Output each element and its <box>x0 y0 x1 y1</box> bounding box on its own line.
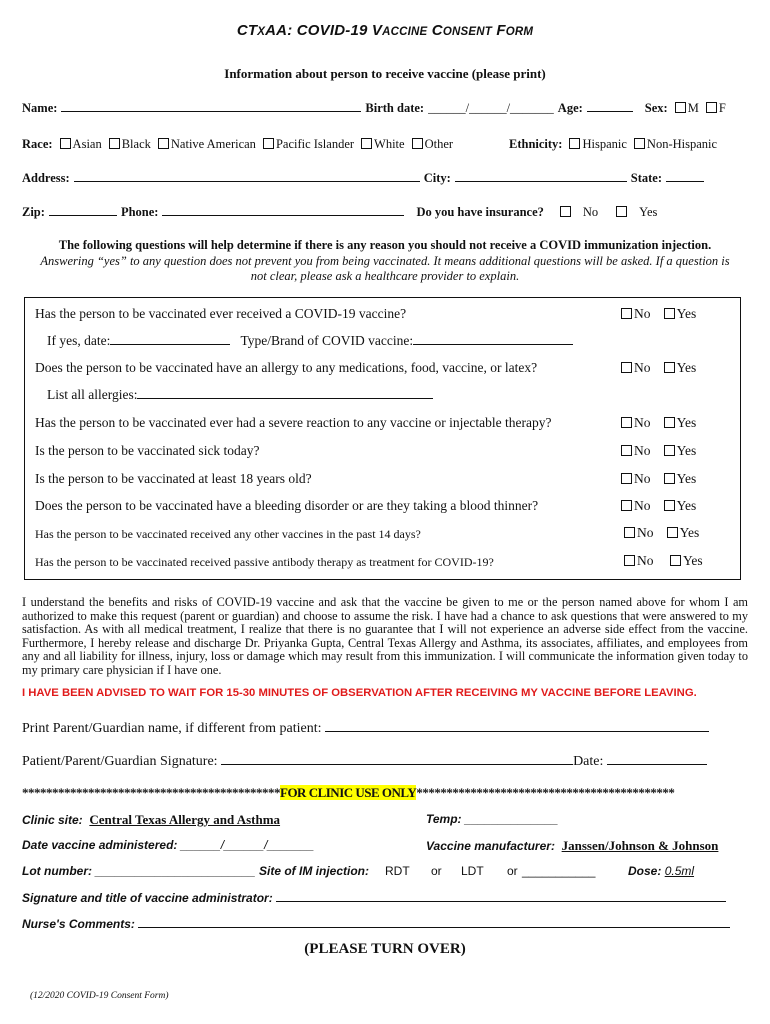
other-vaccines-yes-checkbox[interactable] <box>667 527 678 538</box>
sex-m-label: M <box>687 101 699 115</box>
injection-site-label: Site of IM injection: <box>259 864 369 878</box>
insurance-label: Do you have insurance? <box>416 205 544 219</box>
injection-site-rdt[interactable]: RDT <box>385 864 410 878</box>
lot-row <box>22 864 256 878</box>
please-turn-over: (PLEASE TURN OVER) <box>304 941 466 957</box>
answer-allergy: No Yes <box>618 360 696 376</box>
question-bleeding: Does the person to be vaccinated have a bleeding disorder or are they taking a blood thinner? <box>35 498 539 513</box>
vaccine-brand-label: Type/Brand of COVID vaccine: <box>240 333 414 348</box>
address-label: Address: <box>22 171 70 185</box>
prior-vaccine-detail <box>47 333 573 349</box>
answer-prior-vaccine: No Yes <box>618 306 696 322</box>
administrator-signature-field[interactable] <box>276 890 726 902</box>
vaccine-brand-field[interactable] <box>413 333 573 345</box>
birth-date-label: Birth date: <box>365 101 425 115</box>
guardian-name-row <box>22 720 709 737</box>
clinic-use-header <box>22 785 674 801</box>
clinic-site-row <box>22 812 280 828</box>
signature-date-label: Date: <box>573 754 604 769</box>
race-other-label: Other <box>424 137 454 151</box>
name-label: Name: <box>22 101 58 115</box>
antibody-no-checkbox[interactable] <box>624 555 635 566</box>
question-severe-reaction: Has the person to be vaccinated ever had a severe reaction to any vaccine or injectable therapy? <box>35 415 552 430</box>
signature-label: Patient/Parent/Guardian Signature: <box>22 754 218 769</box>
zip-field[interactable] <box>49 204 117 216</box>
stars-left: ******************************************* <box>22 785 280 800</box>
age-18-yes-checkbox[interactable] <box>664 473 675 484</box>
answer-bleeding: No Yes <box>618 498 696 514</box>
antibody-yes-checkbox[interactable] <box>670 555 681 566</box>
dose-label: Dose: <box>628 864 662 878</box>
administrator-signature-row <box>22 890 726 905</box>
date-administered-row <box>22 838 314 852</box>
sex-f-checkbox[interactable] <box>706 102 717 113</box>
temp-row <box>426 812 558 826</box>
questions-notice-bold: The following questions will help determine if there is any reason you should not receive a COVID immunization injection. <box>58 238 712 252</box>
answer-age-18: No Yes <box>618 471 696 487</box>
answer-antibody-therapy: No Yes <box>621 553 703 569</box>
injection-site-ldt[interactable]: LDT <box>461 864 484 878</box>
injection-site-or-1: or <box>431 864 442 878</box>
allergy-no-checkbox[interactable] <box>621 362 632 373</box>
injection-site-row <box>259 864 369 878</box>
race-black-label: Black <box>121 137 151 151</box>
race-label: Race: <box>22 137 53 151</box>
clinic-site-value: Central Texas Allergy and Asthma <box>89 812 281 827</box>
prior-vaccine-yes-checkbox[interactable] <box>664 308 675 319</box>
other-vaccines-no-checkbox[interactable] <box>624 527 635 538</box>
severe-reaction-no-checkbox[interactable] <box>621 417 632 428</box>
insurance-no-label: No <box>582 205 599 219</box>
manufacturer-value: Janssen/Johnson & Johnson <box>561 838 719 853</box>
insurance-yes-label: Yes <box>639 205 658 219</box>
age-label: Age: <box>557 101 583 115</box>
race-asian-checkbox[interactable] <box>60 138 71 149</box>
dose-row <box>628 864 694 878</box>
sex-label: Sex: <box>644 101 668 115</box>
temp-label: Temp: <box>426 812 462 826</box>
signature-field[interactable] <box>221 753 573 765</box>
race-white-checkbox[interactable] <box>361 138 372 149</box>
guardian-name-field[interactable] <box>325 720 709 732</box>
manufacturer-row <box>426 838 718 854</box>
signature-date-field[interactable] <box>607 753 707 765</box>
question-other-vaccines: Has the person to be vaccinated received any other vaccines in the past 14 days? <box>35 527 421 541</box>
nurse-comments-field[interactable] <box>138 916 730 928</box>
clinic-site-label: Clinic site: <box>22 813 83 827</box>
sex-m-checkbox[interactable] <box>675 102 686 113</box>
ethnicity-non-hispanic-checkbox[interactable] <box>634 138 645 149</box>
dose-value: 0.5ml <box>664 864 695 878</box>
ethnicity-row <box>509 135 717 153</box>
state-field[interactable] <box>666 170 704 182</box>
city-label: City: <box>423 171 451 185</box>
race-native-american-checkbox[interactable] <box>158 138 169 149</box>
age-field[interactable] <box>587 100 633 112</box>
manufacturer-label: Vaccine manufacturer: <box>426 839 555 853</box>
sick-today-no-checkbox[interactable] <box>621 445 632 456</box>
allergy-list-field[interactable] <box>137 387 433 399</box>
answer-other-vaccines: No Yes <box>621 525 699 541</box>
temp-field[interactable]: ______________ <box>464 812 559 826</box>
sex-f-label: F <box>718 101 726 115</box>
race-white-label: White <box>374 137 405 151</box>
bleeding-yes-checkbox[interactable] <box>664 500 675 511</box>
name-field[interactable] <box>61 100 361 112</box>
insurance-yes-checkbox[interactable] <box>616 206 627 217</box>
ethnicity-hispanic-label: Hispanic <box>582 137 627 151</box>
race-pacific-islander-label: Pacific Islander <box>275 137 355 151</box>
address-field[interactable] <box>74 170 420 182</box>
phone-field[interactable] <box>162 204 404 216</box>
prior-vaccine-date-field[interactable] <box>110 333 230 345</box>
answer-severe-reaction: No Yes <box>618 415 696 431</box>
clinic-use-title: FOR CLINIC USE ONLY <box>280 785 417 800</box>
bleeding-no-checkbox[interactable] <box>621 500 632 511</box>
ethnicity-label: Ethnicity: <box>509 137 563 151</box>
injection-site-other-field[interactable]: ___________ <box>522 864 596 878</box>
signature-row <box>22 753 707 770</box>
form-title: CTXAA: COVID-19 VACCINE CONSENT FORM <box>236 22 534 39</box>
nurse-comments-row <box>22 916 730 931</box>
observation-warning: I HAVE BEEN ADVISED TO WAIT FOR 15-30 MINUTES OF OBSERVATION AFTER RECEIVING MY VACCINE BEFORE LEAVING. <box>22 687 697 699</box>
allergy-yes-checkbox[interactable] <box>664 362 675 373</box>
ethnicity-hispanic-checkbox[interactable] <box>569 138 580 149</box>
injection-site-or-2: or <box>507 864 518 878</box>
severe-reaction-yes-checkbox[interactable] <box>664 417 675 428</box>
race-asian-label: Asian <box>72 137 102 151</box>
race-other-checkbox[interactable] <box>412 138 423 149</box>
state-label: State: <box>630 171 663 185</box>
birth-date-field[interactable]: ______/______/_______ <box>428 101 554 115</box>
answer-sick-today: No Yes <box>618 443 696 459</box>
question-sick-today: Is the person to be vaccinated sick today? <box>35 443 260 458</box>
stars-right: ******************************************* <box>416 785 675 800</box>
name-row <box>22 99 726 117</box>
race-pacific-islander-checkbox[interactable] <box>263 138 274 149</box>
race-black-checkbox[interactable] <box>109 138 120 149</box>
question-age-18: Is the person to be vaccinated at least 18 years old? <box>35 471 312 486</box>
address-row <box>22 169 704 187</box>
city-field[interactable] <box>455 170 627 182</box>
form-subtitle: Information about person to receive vaccine (please print) <box>224 66 546 81</box>
nurse-comments-label: Nurse's Comments: <box>22 917 135 931</box>
administrator-signature-label: Signature and title of vaccine administrator: <box>22 891 273 905</box>
allergy-list-row <box>47 387 433 403</box>
sick-today-yes-checkbox[interactable] <box>664 445 675 456</box>
lot-field[interactable]: ________________________ <box>95 864 256 878</box>
prior-vaccine-date-label: If yes, date: <box>47 333 111 348</box>
consent-paragraph: I understand the benefits and risks of COVID-19 vaccine and ask that the vaccine be given to me or the person named above for whom I am authorized to make this request (parent or guardian) and choose to assume the risk. I have had a chance to ask questions that were answered to my satisfaction. As with all medical treatment, I realize that there is no guarantee that I will not experience an adverse side effect from the vaccine. Furthermore, I hereby release and discharge Dr. Priyanka Gupta, Central Texas Allergy and Asthma, its associates, affiliates, and employees from any and all liability for illness, injury, loss or damage which may result from this immunization. I will communicate the information given today to my primary care physician if I have one. <box>22 595 748 677</box>
question-prior-vaccine: Has the person to be vaccinated ever received a COVID-19 vaccine? <box>35 306 407 321</box>
prior-vaccine-no-checkbox[interactable] <box>621 308 632 319</box>
date-administered-label: Date vaccine administered: <box>22 838 178 852</box>
screening-questions-box <box>24 297 741 580</box>
allergy-list-label: List all allergies: <box>47 387 138 402</box>
ethnicity-non-hispanic-label: Non-Hispanic <box>646 137 718 151</box>
guardian-name-label: Print Parent/Guardian name, if different from patient: <box>22 721 322 736</box>
date-administered-field[interactable]: ______/______/_______ <box>180 838 315 852</box>
question-allergy: Does the person to be vaccinated have an allergy to any medications, food, vaccine, or latex? <box>35 360 538 375</box>
insurance-no-checkbox[interactable] <box>560 206 571 217</box>
phone-label: Phone: <box>120 205 159 219</box>
lot-label: Lot number: <box>22 864 92 878</box>
questions-notice-italic: Answering “yes” to any question does not prevent you from being vaccinated. It means additional questions will be asked. If a question is not clear, please ask a healthcare provider to explain. <box>40 254 730 283</box>
zip-row <box>22 203 657 221</box>
zip-label: Zip: <box>22 205 45 219</box>
question-antibody-therapy: Has the person to be vaccinated received passive antibody therapy as treatment for COVID-19? <box>35 555 494 569</box>
race-row <box>22 135 453 153</box>
race-native-american-label: Native American <box>170 137 256 151</box>
form-footer: (12/2020 COVID-19 Consent Form) <box>30 991 169 1001</box>
age-18-no-checkbox[interactable] <box>621 473 632 484</box>
